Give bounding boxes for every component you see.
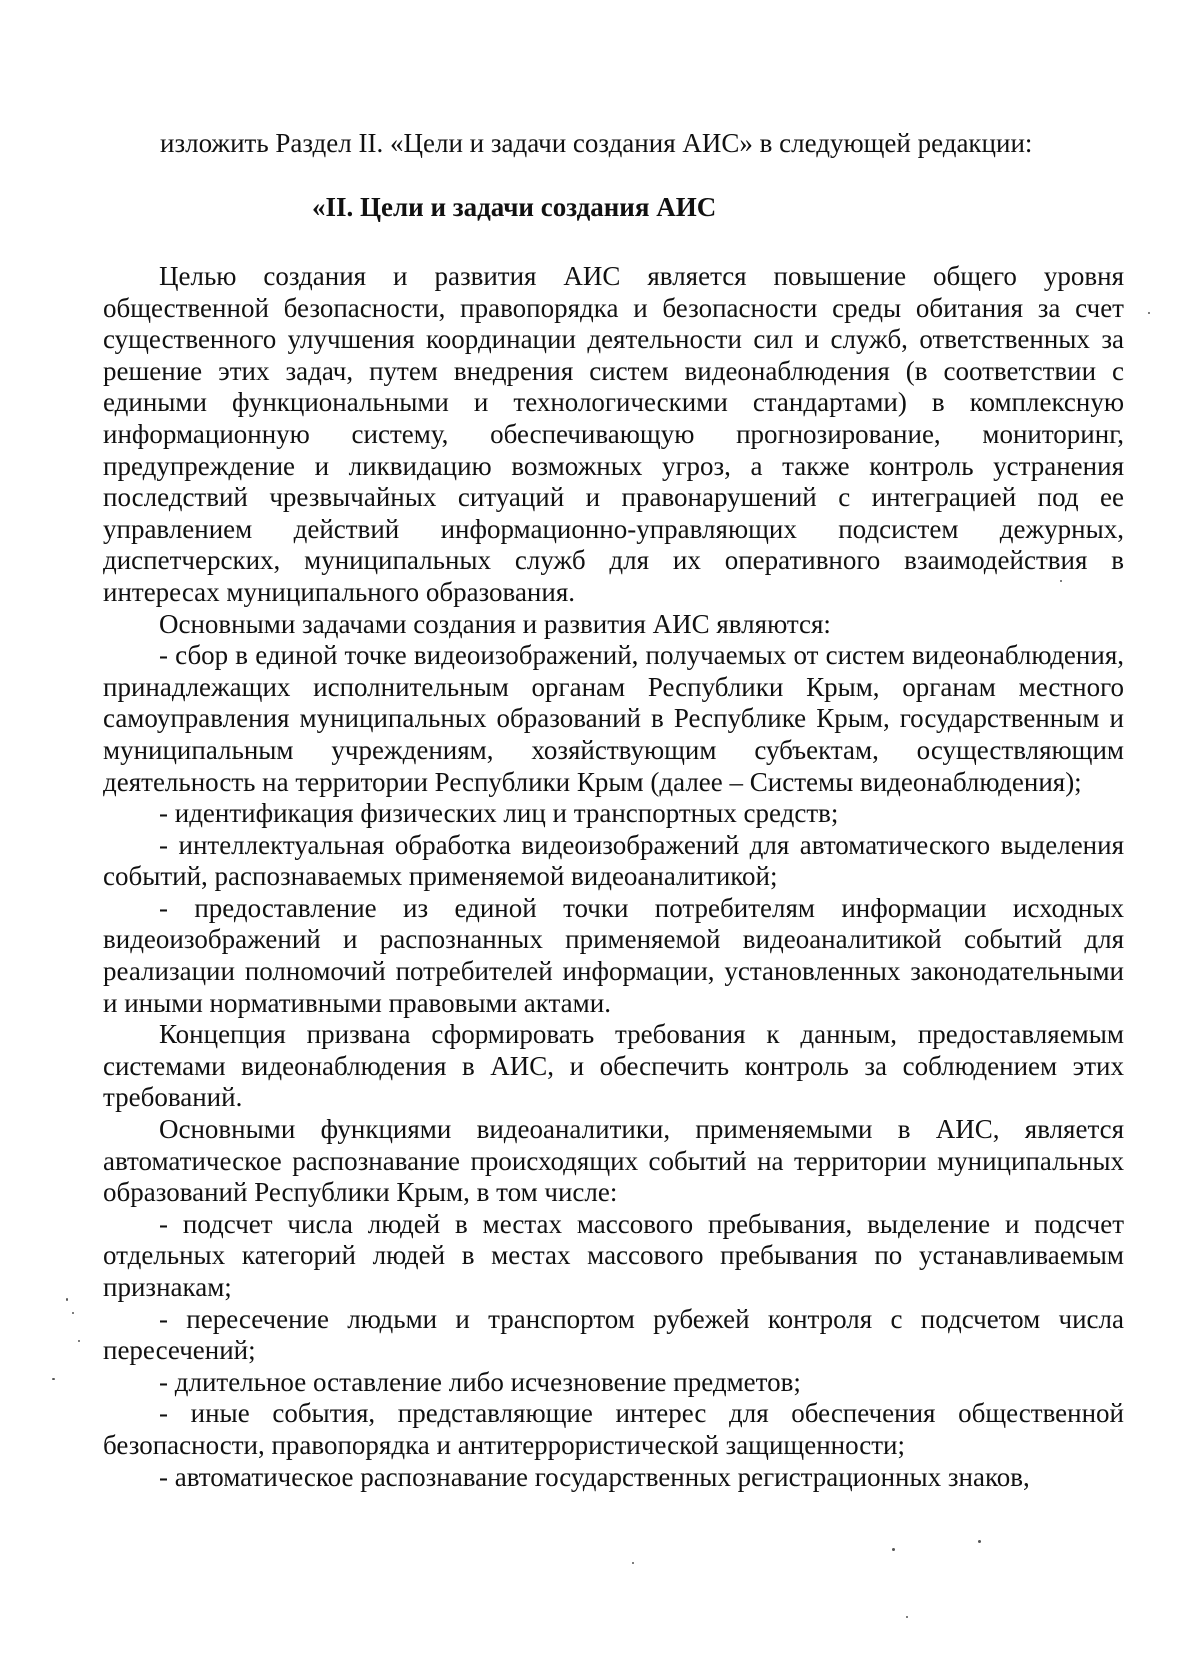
list-item-processing: - интеллектуальная обработка видеоизображений для автоматического выделения событий, распознаваемых применяемой видеоаналитикой; <box>103 829 1124 892</box>
list-item-plate-recognition: - автоматическое распознавание государственных регистрационных знаков, <box>159 1461 1030 1492</box>
scan-speck <box>906 1616 908 1618</box>
list-item-people-count: - подсчет числа людей в местах массового пребывания, выделение и подсчет отдельных категорий людей в местах массового пребывания по устанавливаемым признакам; <box>103 1208 1124 1302</box>
list-item-abandoned-objects: - длительное оставление либо исчезновение предметов; <box>159 1366 801 1397</box>
intro-line: изложить Раздел II. «Цели и задачи создания АИС» в следующей редакции: <box>160 128 1033 158</box>
scan-speck <box>78 1340 80 1342</box>
scan-speck <box>632 1562 634 1564</box>
scan-speck <box>1148 312 1150 314</box>
scan-speck <box>52 1378 55 1380</box>
list-item-collection: - сбор в единой точке видеоизображений, получаемых от систем видеонаблюдения, принадлежащих исполнительным органам Республики Крым, органам местного самоуправления муниципальных образований в Республике Крым, государственным и муниципальным учреждениям, хозяйствующим субъектам, осуществляющим деятельность на территории Республики Крым (далее – Системы видеонаблюдения); <box>103 640 1124 797</box>
list-item-identification: - идентификация физических лиц и транспортных средств; <box>159 798 839 829</box>
section-heading: «II. Цели и задачи создания АИС <box>312 192 717 222</box>
scan-speck <box>66 1298 68 1301</box>
scan-speck <box>892 1548 895 1551</box>
list-item-provision: - предоставление из единой точки потребителям информации исходных видеоизображений и распознанных применяемой видеоаналитикой событий для реализации полномочий потребителей информации, установленных законодательными и иными нормативными правовыми актами. <box>103 892 1124 1018</box>
paragraph-goal: Целью создания и развития АИС является повышение общего уровня общественной безопасности, правопорядка и безопасности среды обитания за счет существенного улучшения координации деятельности сил и служб, ответственных за решение этих задач, путем внедрения систем видеонаблюдения (в соответствии с едиными функциональными и технологическими стандартами) в комплексную информационную систему, обеспечивающую прогнозирование, мониторинг, предупреждение и ликвидацию возможных угроз, а также контроль устранения последствий чрезвычайных ситуаций и правонарушений с интеграцией под ее управлением действий информационно-управляющих подсистем дежурных, диспетчерских, муниципальных служб для их оперативного взаимодействия в интересах муниципального образования. <box>103 261 1124 607</box>
scan-speck <box>1060 580 1062 582</box>
document-body <box>103 261 1124 1493</box>
scan-speck <box>72 1312 74 1314</box>
scan-speck <box>978 1540 981 1543</box>
paragraph-concept: Концепция призвана сформировать требования к данным, предоставляемым системами видеонаблюдения в АИС, и обеспечить контроль за соблюдением этих требований. <box>103 1019 1124 1113</box>
paragraph-tasks-intro: Основными задачами создания и развития АИС являются: <box>159 608 831 639</box>
list-item-crossing: - пересечение людьми и транспортом рубежей контроля с подсчетом числа пересечений; <box>103 1303 1124 1366</box>
paragraph-functions-intro: Основными функциями видеоаналитики, применяемыми в АИС, является автоматическое распознавание происходящих событий на территории муниципальных образований Республики Крым, в том числе: <box>103 1114 1124 1208</box>
list-item-other-events: - иные события, представляющие интерес для обеспечения общественной безопасности, правопорядка и антитеррористической защищенности; <box>103 1398 1124 1460</box>
